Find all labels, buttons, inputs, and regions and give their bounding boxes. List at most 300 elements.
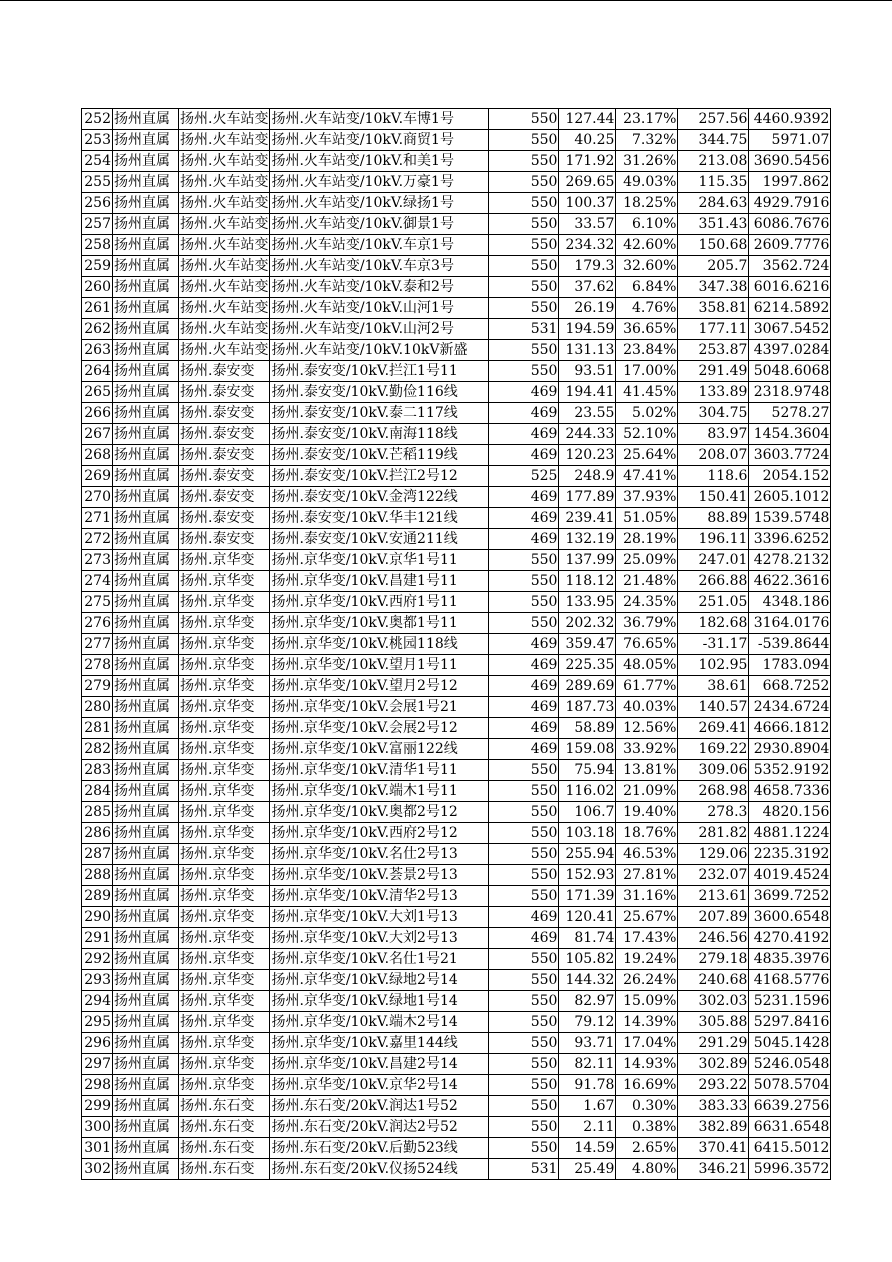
- row-number-cell: 265: [82, 382, 113, 403]
- feeder-line-cell: 扬州.泰安变/10kV.拦江2号12: [270, 466, 489, 487]
- capacity-cell: 531: [489, 319, 559, 340]
- substation-cell: 扬州.京华变: [179, 1075, 270, 1096]
- capacity-cell: 469: [489, 718, 559, 739]
- load-cell: 25.49: [559, 1159, 616, 1180]
- load-cell: 75.94: [559, 760, 616, 781]
- capacity-cell: 469: [489, 697, 559, 718]
- unit-cell: 扬州直属: [113, 130, 179, 151]
- table-row: [82, 445, 831, 466]
- unit-cell: 扬州直属: [113, 382, 179, 403]
- load-rate-cell: 6.10%: [616, 214, 678, 235]
- substation-cell: 扬州.东石变: [179, 1117, 270, 1138]
- feeder-line-cell: 扬州.京华变/10kV.桃园118线: [270, 634, 489, 655]
- load-rate-cell: 16.69%: [616, 1075, 678, 1096]
- margin-cell: 207.89: [678, 907, 749, 928]
- margin-cell: 309.06: [678, 760, 749, 781]
- margin-cell: 278.3: [678, 802, 749, 823]
- substation-cell: 扬州.火车站变: [179, 277, 270, 298]
- feeder-line-cell: 扬州.火车站变/10kV.山河1号: [270, 298, 489, 319]
- table-row: [82, 1075, 831, 1096]
- margin-cell: 281.82: [678, 823, 749, 844]
- load-cell: 120.41: [559, 907, 616, 928]
- table-row: [82, 340, 831, 361]
- substation-cell: 扬州.泰安变: [179, 361, 270, 382]
- margin-cell: 284.63: [678, 193, 749, 214]
- unit-cell: 扬州直属: [113, 1117, 179, 1138]
- feeder-line-cell: 扬州.火车站变/10kV.绿扬1号: [270, 193, 489, 214]
- row-number-cell: 253: [82, 130, 113, 151]
- capacity-cell: 550: [489, 1117, 559, 1138]
- capacity-cell: 550: [489, 130, 559, 151]
- value-cell: 1783.094: [749, 655, 831, 676]
- margin-cell: 347.38: [678, 277, 749, 298]
- load-rate-cell: 51.05%: [616, 508, 678, 529]
- unit-cell: 扬州直属: [113, 1138, 179, 1159]
- capacity-cell: 550: [489, 1012, 559, 1033]
- load-cell: 132.19: [559, 529, 616, 550]
- value-cell: 2318.9748: [749, 382, 831, 403]
- table-row: [82, 928, 831, 949]
- substation-cell: 扬州.京华变: [179, 886, 270, 907]
- table-row: [82, 1033, 831, 1054]
- load-cell: 225.35: [559, 655, 616, 676]
- capacity-cell: 469: [489, 928, 559, 949]
- row-number-cell: 267: [82, 424, 113, 445]
- table-row: [82, 781, 831, 802]
- value-cell: 2434.6724: [749, 697, 831, 718]
- feeder-line-cell: 扬州.京华变/10kV.荟景2号13: [270, 865, 489, 886]
- table-row: [82, 865, 831, 886]
- capacity-cell: 550: [489, 298, 559, 319]
- feeder-line-cell: 扬州.东石变/20kV.润达1号52: [270, 1096, 489, 1117]
- row-number-cell: 282: [82, 739, 113, 760]
- value-cell: 6639.2756: [749, 1096, 831, 1117]
- substation-cell: 扬州.火车站变: [179, 235, 270, 256]
- unit-cell: 扬州直属: [113, 634, 179, 655]
- table-row: [82, 634, 831, 655]
- table-row: [82, 361, 831, 382]
- feeder-line-cell: 扬州.京华变/10kV.绿地2号14: [270, 970, 489, 991]
- feeder-line-cell: 扬州.火车站变/10kV.泰和2号: [270, 277, 489, 298]
- substation-cell: 扬州.火车站变: [179, 298, 270, 319]
- table-row: [82, 676, 831, 697]
- load-rate-cell: 26.24%: [616, 970, 678, 991]
- substation-cell: 扬州.火车站变: [179, 256, 270, 277]
- value-cell: 5971.07: [749, 130, 831, 151]
- substation-cell: 扬州.京华变: [179, 676, 270, 697]
- unit-cell: 扬州直属: [113, 172, 179, 193]
- margin-cell: 383.33: [678, 1096, 749, 1117]
- load-rate-cell: 15.09%: [616, 991, 678, 1012]
- value-cell: 4658.7336: [749, 781, 831, 802]
- margin-cell: 118.6: [678, 466, 749, 487]
- load-rate-cell: 47.41%: [616, 466, 678, 487]
- capacity-cell: 550: [489, 949, 559, 970]
- table-row: [82, 109, 831, 130]
- unit-cell: 扬州直属: [113, 886, 179, 907]
- row-number-cell: 254: [82, 151, 113, 172]
- unit-cell: 扬州直属: [113, 340, 179, 361]
- value-cell: 3067.5452: [749, 319, 831, 340]
- load-cell: 359.47: [559, 634, 616, 655]
- value-cell: 2609.7776: [749, 235, 831, 256]
- feeder-line-cell: 扬州.火车站变/10kV.10kV新盛: [270, 340, 489, 361]
- load-rate-cell: 37.93%: [616, 487, 678, 508]
- margin-cell: 177.11: [678, 319, 749, 340]
- load-rate-cell: 52.10%: [616, 424, 678, 445]
- value-cell: 4881.1224: [749, 823, 831, 844]
- capacity-cell: 469: [489, 487, 559, 508]
- substation-cell: 扬州.东石变: [179, 1096, 270, 1117]
- load-cell: 137.99: [559, 550, 616, 571]
- unit-cell: 扬州直属: [113, 193, 179, 214]
- substation-cell: 扬州.京华变: [179, 634, 270, 655]
- substation-cell: 扬州.京华变: [179, 802, 270, 823]
- load-cell: 133.95: [559, 592, 616, 613]
- load-rate-cell: 18.25%: [616, 193, 678, 214]
- load-cell: 40.25: [559, 130, 616, 151]
- margin-cell: 305.88: [678, 1012, 749, 1033]
- feeder-line-cell: 扬州.京华变/10kV.清华1号11: [270, 760, 489, 781]
- value-cell: 6415.5012: [749, 1138, 831, 1159]
- load-rate-cell: 33.92%: [616, 739, 678, 760]
- load-rate-cell: 36.65%: [616, 319, 678, 340]
- table-row: [82, 298, 831, 319]
- load-cell: 91.78: [559, 1075, 616, 1096]
- substation-cell: 扬州.泰安变: [179, 529, 270, 550]
- load-cell: 177.89: [559, 487, 616, 508]
- feeder-line-cell: 扬州.京华变/10kV.富丽122线: [270, 739, 489, 760]
- capacity-cell: 550: [489, 592, 559, 613]
- row-number-cell: 280: [82, 697, 113, 718]
- capacity-cell: 550: [489, 802, 559, 823]
- substation-cell: 扬州.泰安变: [179, 424, 270, 445]
- feeder-line-cell: 扬州.京华变/10kV.会展2号12: [270, 718, 489, 739]
- feeder-line-cell: 扬州.京华变/10kV.西府2号12: [270, 823, 489, 844]
- table-row: [82, 403, 831, 424]
- page-top-border: [0, 0, 892, 1]
- feeder-line-cell: 扬州.京华变/10kV.大刘2号13: [270, 928, 489, 949]
- load-cell: 171.92: [559, 151, 616, 172]
- feeder-line-cell: 扬州.京华变/10kV.绿地1号14: [270, 991, 489, 1012]
- table-row: [82, 760, 831, 781]
- table-row: [82, 508, 831, 529]
- table-row: [82, 739, 831, 760]
- load-cell: 171.39: [559, 886, 616, 907]
- row-number-cell: 283: [82, 760, 113, 781]
- value-cell: 6631.6548: [749, 1117, 831, 1138]
- capacity-cell: 469: [489, 508, 559, 529]
- table-row: [82, 991, 831, 1012]
- row-number-cell: 268: [82, 445, 113, 466]
- unit-cell: 扬州直属: [113, 319, 179, 340]
- data-table: [81, 108, 831, 1180]
- row-number-cell: 292: [82, 949, 113, 970]
- load-cell: 103.18: [559, 823, 616, 844]
- substation-cell: 扬州.京华变: [179, 571, 270, 592]
- load-rate-cell: 48.05%: [616, 655, 678, 676]
- substation-cell: 扬州.火车站变: [179, 340, 270, 361]
- load-cell: 93.51: [559, 361, 616, 382]
- row-number-cell: 269: [82, 466, 113, 487]
- substation-cell: 扬州.泰安变: [179, 487, 270, 508]
- unit-cell: 扬州直属: [113, 1033, 179, 1054]
- table-row: [82, 697, 831, 718]
- row-number-cell: 299: [82, 1096, 113, 1117]
- unit-cell: 扬州直属: [113, 718, 179, 739]
- row-number-cell: 277: [82, 634, 113, 655]
- substation-cell: 扬州.泰安变: [179, 382, 270, 403]
- value-cell: 4270.4192: [749, 928, 831, 949]
- table-row: [82, 949, 831, 970]
- margin-cell: 232.07: [678, 865, 749, 886]
- row-number-cell: 298: [82, 1075, 113, 1096]
- capacity-cell: 550: [489, 277, 559, 298]
- capacity-cell: 550: [489, 340, 559, 361]
- load-rate-cell: 0.30%: [616, 1096, 678, 1117]
- substation-cell: 扬州.京华变: [179, 1012, 270, 1033]
- substation-cell: 扬州.京华变: [179, 550, 270, 571]
- margin-cell: 88.89: [678, 508, 749, 529]
- unit-cell: 扬州直属: [113, 970, 179, 991]
- margin-cell: 302.03: [678, 991, 749, 1012]
- capacity-cell: 550: [489, 1033, 559, 1054]
- capacity-cell: 469: [489, 907, 559, 928]
- load-cell: 33.57: [559, 214, 616, 235]
- capacity-cell: 469: [489, 676, 559, 697]
- row-number-cell: 300: [82, 1117, 113, 1138]
- table-row: [82, 571, 831, 592]
- row-number-cell: 264: [82, 361, 113, 382]
- value-cell: 2930.8904: [749, 739, 831, 760]
- margin-cell: 268.98: [678, 781, 749, 802]
- load-rate-cell: 21.48%: [616, 571, 678, 592]
- feeder-line-cell: 扬州.京华变/10kV.望月1号11: [270, 655, 489, 676]
- table-row: [82, 487, 831, 508]
- row-number-cell: 302: [82, 1159, 113, 1180]
- row-number-cell: 281: [82, 718, 113, 739]
- value-cell: -539.8644: [749, 634, 831, 655]
- load-rate-cell: 19.40%: [616, 802, 678, 823]
- unit-cell: 扬州直属: [113, 697, 179, 718]
- capacity-cell: 550: [489, 235, 559, 256]
- capacity-cell: 469: [489, 382, 559, 403]
- unit-cell: 扬州直属: [113, 109, 179, 130]
- feeder-line-cell: 扬州.泰安变/10kV.泰二117线: [270, 403, 489, 424]
- capacity-cell: 550: [489, 781, 559, 802]
- unit-cell: 扬州直属: [113, 760, 179, 781]
- substation-cell: 扬州.泰安变: [179, 508, 270, 529]
- unit-cell: 扬州直属: [113, 1012, 179, 1033]
- load-cell: 37.62: [559, 277, 616, 298]
- unit-cell: 扬州直属: [113, 1054, 179, 1075]
- margin-cell: 293.22: [678, 1075, 749, 1096]
- load-rate-cell: 46.53%: [616, 844, 678, 865]
- load-rate-cell: 61.77%: [616, 676, 678, 697]
- row-number-cell: 266: [82, 403, 113, 424]
- row-number-cell: 252: [82, 109, 113, 130]
- capacity-cell: 550: [489, 1138, 559, 1159]
- row-number-cell: 278: [82, 655, 113, 676]
- value-cell: 4820.156: [749, 802, 831, 823]
- capacity-cell: 469: [489, 403, 559, 424]
- unit-cell: 扬州直属: [113, 361, 179, 382]
- margin-cell: 358.81: [678, 298, 749, 319]
- row-number-cell: 259: [82, 256, 113, 277]
- substation-cell: 扬州.京华变: [179, 592, 270, 613]
- table-row: [82, 130, 831, 151]
- load-rate-cell: 27.81%: [616, 865, 678, 886]
- load-cell: 152.93: [559, 865, 616, 886]
- substation-cell: 扬州.京华变: [179, 613, 270, 634]
- load-rate-cell: 28.19%: [616, 529, 678, 550]
- margin-cell: 83.97: [678, 424, 749, 445]
- load-cell: 26.19: [559, 298, 616, 319]
- capacity-cell: 550: [489, 193, 559, 214]
- substation-cell: 扬州.京华变: [179, 655, 270, 676]
- value-cell: 5231.1596: [749, 991, 831, 1012]
- feeder-line-cell: 扬州.火车站变/10kV.车京3号: [270, 256, 489, 277]
- substation-cell: 扬州.泰安变: [179, 466, 270, 487]
- table-row: [82, 256, 831, 277]
- capacity-cell: 469: [489, 529, 559, 550]
- load-cell: 23.55: [559, 403, 616, 424]
- capacity-cell: 550: [489, 571, 559, 592]
- row-number-cell: 297: [82, 1054, 113, 1075]
- margin-cell: 140.57: [678, 697, 749, 718]
- capacity-cell: 469: [489, 739, 559, 760]
- margin-cell: 240.68: [678, 970, 749, 991]
- capacity-cell: 550: [489, 991, 559, 1012]
- feeder-line-cell: 扬州.京华变/10kV.京华2号14: [270, 1075, 489, 1096]
- table-row: [82, 718, 831, 739]
- row-number-cell: 301: [82, 1138, 113, 1159]
- load-cell: 202.32: [559, 613, 616, 634]
- table-body: [82, 109, 831, 1180]
- feeder-line-cell: 扬州.京华变/10kV.奥都2号12: [270, 802, 489, 823]
- load-cell: 194.41: [559, 382, 616, 403]
- load-cell: 120.23: [559, 445, 616, 466]
- row-number-cell: 286: [82, 823, 113, 844]
- substation-cell: 扬州.京华变: [179, 739, 270, 760]
- load-rate-cell: 4.80%: [616, 1159, 678, 1180]
- feeder-line-cell: 扬州.京华变/10kV.京华1号11: [270, 550, 489, 571]
- substation-cell: 扬州.京华变: [179, 970, 270, 991]
- margin-cell: 169.22: [678, 739, 749, 760]
- load-cell: 58.89: [559, 718, 616, 739]
- table-row: [82, 970, 831, 991]
- load-cell: 244.33: [559, 424, 616, 445]
- table-row: [82, 235, 831, 256]
- value-cell: 5297.8416: [749, 1012, 831, 1033]
- value-cell: 1454.3604: [749, 424, 831, 445]
- margin-cell: 304.75: [678, 403, 749, 424]
- row-number-cell: 291: [82, 928, 113, 949]
- unit-cell: 扬州直属: [113, 928, 179, 949]
- capacity-cell: 469: [489, 634, 559, 655]
- row-number-cell: 272: [82, 529, 113, 550]
- unit-cell: 扬州直属: [113, 550, 179, 571]
- row-number-cell: 276: [82, 613, 113, 634]
- table-row: [82, 172, 831, 193]
- feeder-line-cell: 扬州.京华变/10kV.清华2号13: [270, 886, 489, 907]
- capacity-cell: 525: [489, 466, 559, 487]
- unit-cell: 扬州直属: [113, 529, 179, 550]
- capacity-cell: 550: [489, 1054, 559, 1075]
- load-cell: 79.12: [559, 1012, 616, 1033]
- value-cell: 2605.1012: [749, 487, 831, 508]
- margin-cell: 182.68: [678, 613, 749, 634]
- substation-cell: 扬州.火车站变: [179, 109, 270, 130]
- value-cell: 5078.5704: [749, 1075, 831, 1096]
- feeder-line-cell: 扬州.火车站变/10kV.和美1号: [270, 151, 489, 172]
- table-row: [82, 193, 831, 214]
- table-row: [82, 277, 831, 298]
- value-cell: 3690.5456: [749, 151, 831, 172]
- substation-cell: 扬州.东石变: [179, 1138, 270, 1159]
- feeder-line-cell: 扬州.火车站变/10kV.车京1号: [270, 235, 489, 256]
- load-cell: 14.59: [559, 1138, 616, 1159]
- row-number-cell: 290: [82, 907, 113, 928]
- load-cell: 82.97: [559, 991, 616, 1012]
- margin-cell: 213.61: [678, 886, 749, 907]
- load-rate-cell: 0.38%: [616, 1117, 678, 1138]
- feeder-line-cell: 扬州.京华变/10kV.大刘1号13: [270, 907, 489, 928]
- feeder-line-cell: 扬州.泰安变/10kV.安通211线: [270, 529, 489, 550]
- load-rate-cell: 14.39%: [616, 1012, 678, 1033]
- margin-cell: 269.41: [678, 718, 749, 739]
- margin-cell: 279.18: [678, 949, 749, 970]
- row-number-cell: 255: [82, 172, 113, 193]
- feeder-line-cell: 扬州.泰安变/10kV.芒稻119线: [270, 445, 489, 466]
- feeder-line-cell: 扬州.京华变/10kV.端木2号14: [270, 1012, 489, 1033]
- substation-cell: 扬州.火车站变: [179, 172, 270, 193]
- row-number-cell: 258: [82, 235, 113, 256]
- unit-cell: 扬州直属: [113, 676, 179, 697]
- load-rate-cell: 19.24%: [616, 949, 678, 970]
- margin-cell: 196.11: [678, 529, 749, 550]
- unit-cell: 扬州直属: [113, 865, 179, 886]
- load-cell: 116.02: [559, 781, 616, 802]
- row-number-cell: 296: [82, 1033, 113, 1054]
- margin-cell: 251.05: [678, 592, 749, 613]
- capacity-cell: 469: [489, 424, 559, 445]
- load-rate-cell: 12.56%: [616, 718, 678, 739]
- value-cell: 4348.186: [749, 592, 831, 613]
- value-cell: 5352.9192: [749, 760, 831, 781]
- load-cell: 269.65: [559, 172, 616, 193]
- unit-cell: 扬州直属: [113, 571, 179, 592]
- unit-cell: 扬州直属: [113, 214, 179, 235]
- substation-cell: 扬州.京华变: [179, 760, 270, 781]
- load-rate-cell: 25.67%: [616, 907, 678, 928]
- value-cell: 2054.152: [749, 466, 831, 487]
- feeder-line-cell: 扬州.火车站变/10kV.御景1号: [270, 214, 489, 235]
- margin-cell: 247.01: [678, 550, 749, 571]
- row-number-cell: 279: [82, 676, 113, 697]
- feeder-line-cell: 扬州.泰安变/10kV.勤俭116线: [270, 382, 489, 403]
- substation-cell: 扬州.京华变: [179, 928, 270, 949]
- load-rate-cell: 40.03%: [616, 697, 678, 718]
- table-row: [82, 592, 831, 613]
- margin-cell: 346.21: [678, 1159, 749, 1180]
- row-number-cell: 256: [82, 193, 113, 214]
- table-row: [82, 802, 831, 823]
- feeder-line-cell: 扬州.东石变/20kV.仪扬524线: [270, 1159, 489, 1180]
- value-cell: 4666.1812: [749, 718, 831, 739]
- load-rate-cell: 17.43%: [616, 928, 678, 949]
- feeder-line-cell: 扬州.京华变/10kV.西府1号11: [270, 592, 489, 613]
